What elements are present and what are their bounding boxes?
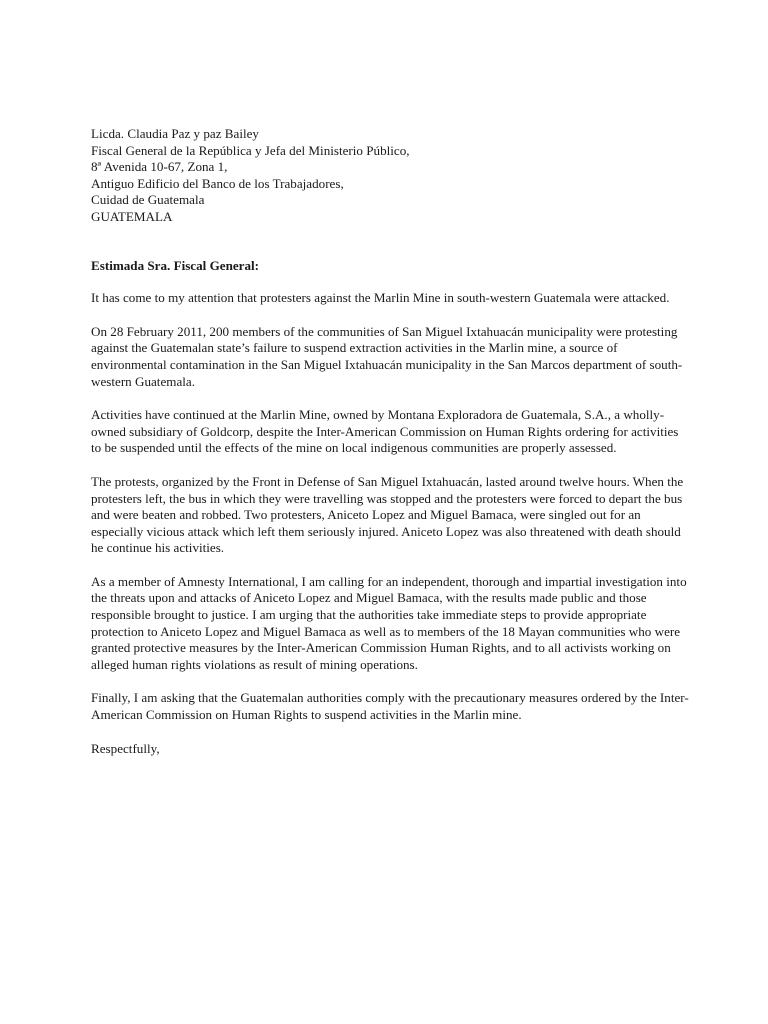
salutation: Estimada Sra. Fiscal General: <box>91 257 260 273</box>
recipient-country: GUATEMALA <box>91 208 173 224</box>
closing: Respectfully, <box>91 740 160 756</box>
recipient-name: Licda. Claudia Paz y paz Bailey <box>91 126 259 141</box>
paragraph-protests: The protests, organized by the Front in Defense of San Miguel Ixtahuacán, lasted around twelve hours. When the protesters left, the bus in which they were travelling was stopped and the protesters were forced to depart the bus and were beaten and robbed. Two protesters, Aniceto Lopez and Miguel Bamaca, were singled out for an especially vicious attack which left them seriously injured. Aniceto Lopez was also threatened with death should he continue his activities. <box>91 473 684 556</box>
paragraph-event: On 28 February 2011, 200 members of the communities of San Miguel Ixtahuacán municipality were protesting against the Guatemalan state’s failure to suspend extraction activities in the Marlin mine, a source of environmental contamination in the San Miguel Ixtahuacán municipality in the San Marcos department of south-western Guatemala. <box>91 323 683 389</box>
paragraph-request: As a member of Amnesty International, I am calling for an independent, thorough and impartial investigation into the threats upon and attacks of Aniceto Lopez and Miguel Bamaca, with the results made public and those responsible brought to justice. I am urging that the authorities take immediate steps to provide appropriate protection to Aniceto Lopez and Miguel Bamaca as well as to members of the 18 Mayan communities who were granted protective measures by the Inter-American Commission Human Rights, and to all activists working on alleged human rights violations as result of mining operations. <box>91 573 687 672</box>
recipient-title: Fiscal General de la República y Jefa del Ministerio Público, <box>91 142 410 158</box>
recipient-building: Antiguo Edificio del Banco de los Trabajadores, <box>91 175 344 191</box>
paragraph-final: Finally, I am asking that the Guatemalan authorities comply with the precautionary measures ordered by the Inter-American Commission on Human Rights to suspend activities in the Marlin mine. <box>91 690 689 723</box>
recipient-address <box>91 126 691 226</box>
paragraph-attention: It has come to my attention that protesters against the Marlin Mine in south-western Guatemala were attacked. <box>91 290 670 306</box>
letter-body <box>91 126 691 757</box>
paragraph-activities: Activities have continued at the Marlin Mine, owned by Montana Exploradora de Guatemala, S.A., a wholly-owned subsidiary of Goldcorp, despite the Inter-American Commission on Human Rights ordering for activities to be suspended until the effects of the mine on local indigenous communities are properly assessed. <box>91 407 679 456</box>
recipient-city: Cuidad de Guatemala <box>91 192 205 208</box>
recipient-street: 8ª Avenida 10-67, Zona 1, <box>91 159 228 175</box>
